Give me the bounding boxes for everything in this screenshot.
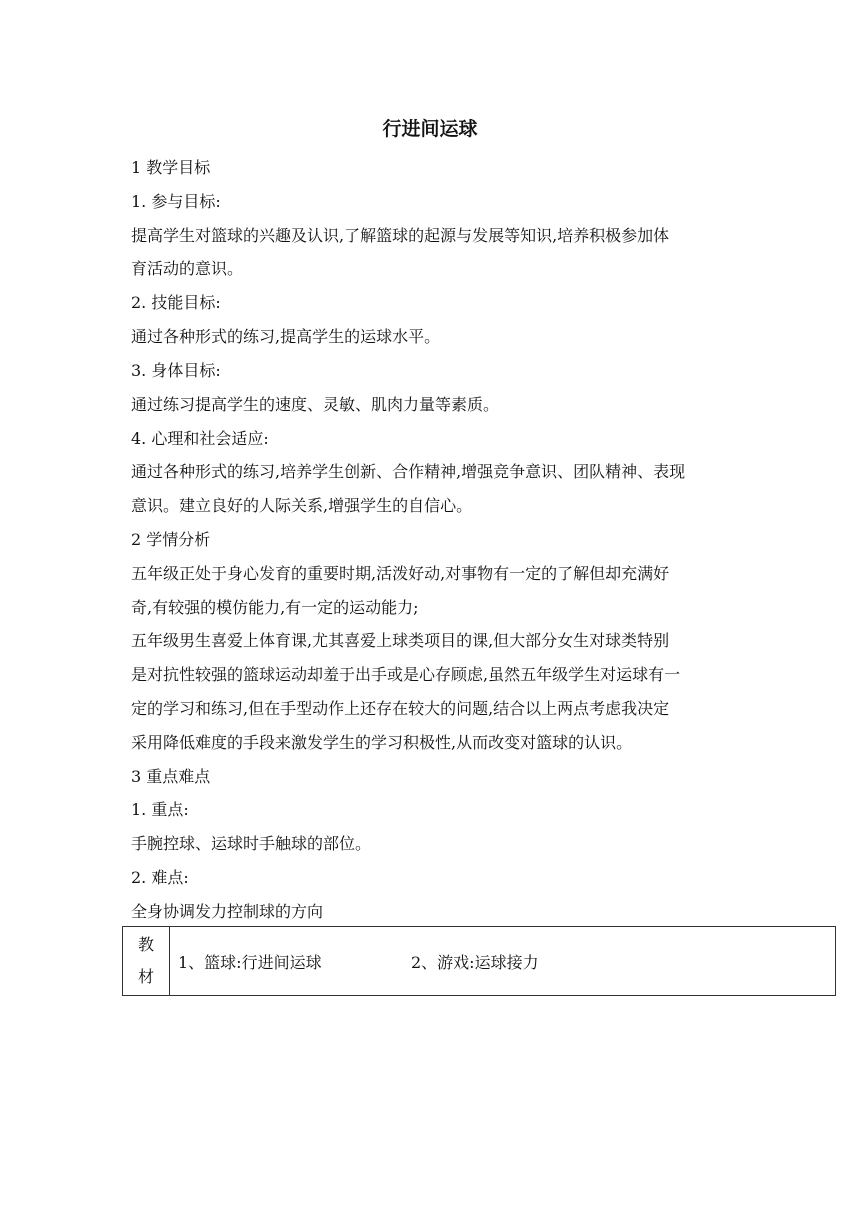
table-row <box>123 927 836 996</box>
paragraph-line: 五年级正处于身心发育的重要时期,活泼好动,对事物有一定的了解但却充满好 <box>131 564 670 583</box>
document-title: 行进间运球 <box>382 118 478 140</box>
subheading: 3. 身体目标: <box>131 361 221 380</box>
material-item: 2、游戏:运球接力 <box>411 952 539 972</box>
paragraph-line: 定的学习和练习,但在手型动作上还存在较大的问题,结合以上两点考虑我决定 <box>131 699 670 718</box>
section-heading: 3 重点难点 <box>131 767 211 786</box>
header-char: 材 <box>137 967 154 986</box>
subheading: 2. 难点: <box>131 868 189 887</box>
paragraph-line: 奇,有较强的模仿能力,有一定的运动能力; <box>131 598 419 617</box>
header-char: 教 <box>137 935 154 954</box>
subheading: 2. 技能目标: <box>131 293 221 312</box>
paragraph-line: 育活动的意识。 <box>131 259 244 278</box>
section-heading: 2 学情分析 <box>131 530 211 549</box>
paragraph-line: 通过各种形式的练习,提高学生的运球水平。 <box>131 327 441 346</box>
paragraph-line: 通过练习提高学生的速度、灵敏、肌肉力量等素质。 <box>131 395 500 414</box>
paragraph-line: 手腕控球、运球时手触球的部位。 <box>131 834 372 853</box>
paragraph-line: 全身协调发力控制球的方向 <box>131 902 324 921</box>
subheading: 4. 心理和社会适应: <box>131 429 269 448</box>
materials-content-cell <box>170 927 836 996</box>
paragraph-line: 提高学生对篮球的兴趣及认识,了解篮球的起源与发展等知识,培养积极参加体 <box>131 226 670 245</box>
materials-table <box>122 926 836 996</box>
paragraph-line: 通过各种形式的练习,培养学生创新、合作精神,增强竞争意识、团队精神、表现 <box>131 462 686 481</box>
materials-header-cell <box>123 927 170 996</box>
paragraph-line: 意识。建立良好的人际关系,增强学生的自信心。 <box>131 496 473 515</box>
subheading: 1. 重点: <box>131 800 189 819</box>
paragraph-line: 五年级男生喜爱上体育课,尤其喜爱上球类项目的课,但大部分女生对球类特别 <box>131 631 670 650</box>
subheading: 1. 参与目标: <box>131 192 221 211</box>
section-heading: 1 教学目标 <box>131 158 211 177</box>
material-item: 1、篮球:行进间运球 <box>178 952 322 972</box>
paragraph-line: 是对抗性较强的篮球运动却羞于出手或是心存顾虑,虽然五年级学生对运球有一 <box>131 665 681 684</box>
paragraph-line: 采用降低难度的手段来激发学生的学习积极性,从而改变对篮球的认识。 <box>131 733 633 752</box>
